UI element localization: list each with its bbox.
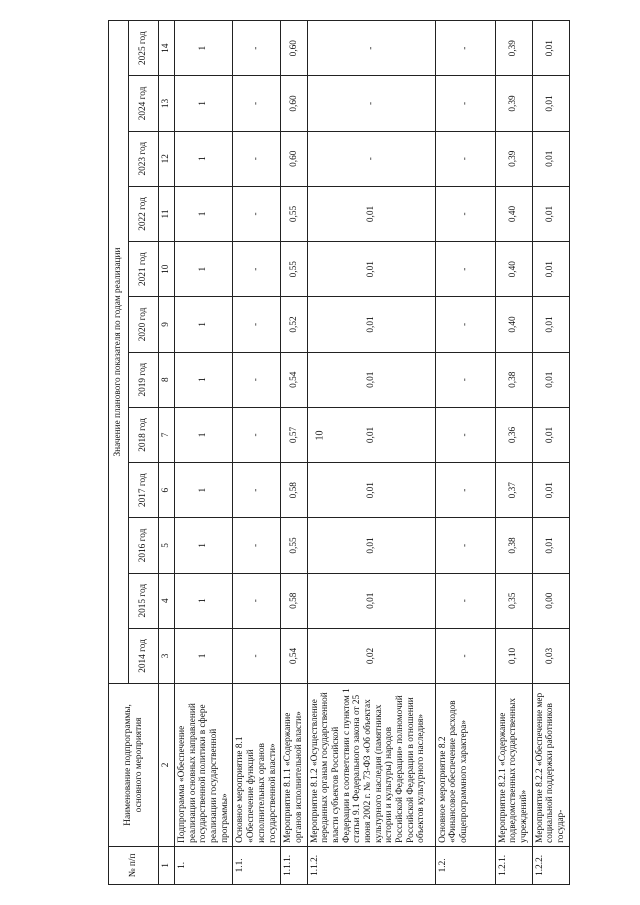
row-value: - [435, 297, 495, 352]
row-value: - [435, 628, 495, 683]
row-value: 1 [175, 21, 233, 76]
header-year: 2014 год [129, 628, 159, 683]
table-body [175, 21, 570, 885]
page-number: 10 [314, 430, 326, 441]
row-value: - [307, 76, 435, 131]
header-year: 2021 год [129, 242, 159, 297]
header-year: 2018 год [129, 407, 159, 462]
row-value: - [435, 463, 495, 518]
header-year: 2020 год [129, 297, 159, 352]
table-row [233, 21, 281, 885]
header-year: 2023 год [129, 131, 159, 186]
row-value: - [435, 518, 495, 573]
header-year: 2022 год [129, 186, 159, 241]
header-column-number: 7 [159, 407, 175, 462]
row-value: - [233, 21, 281, 76]
row-value: 0,01 [532, 76, 569, 131]
row-value: 0,01 [532, 352, 569, 407]
row-number: 1.2.2. [532, 846, 569, 884]
row-value: 0,01 [307, 352, 435, 407]
row-value: 1 [175, 297, 233, 352]
header-column-number: 12 [159, 131, 175, 186]
row-value: 0,55 [281, 186, 307, 241]
row-value: 0,58 [281, 573, 307, 628]
row-number: 1.1. [233, 846, 281, 884]
row-value: 0,01 [307, 518, 435, 573]
header-column-number: 4 [159, 573, 175, 628]
header-year: 2015 год [129, 573, 159, 628]
row-value: 0,01 [307, 463, 435, 518]
header-column-number: 9 [159, 297, 175, 352]
row-value: - [233, 242, 281, 297]
row-value: 1 [175, 628, 233, 683]
row-name: Мероприятие 8.2.2 «Обеспечение мер социальной поддержки работников государ- [532, 684, 569, 847]
header-column-number: 14 [159, 21, 175, 76]
row-value: 0,58 [281, 463, 307, 518]
table-row [175, 21, 233, 885]
row-value: 0,40 [495, 242, 532, 297]
row-value: 1 [175, 407, 233, 462]
row-name: Основное мероприятие 8.2 «Финансовое обеспечение расходов общепрограммного характера» [435, 684, 495, 847]
row-value: 0,60 [281, 76, 307, 131]
header-column-number: 8 [159, 352, 175, 407]
row-value: - [435, 76, 495, 131]
row-value: 0,37 [495, 463, 532, 518]
row-value: 0,01 [532, 21, 569, 76]
row-value: - [233, 573, 281, 628]
row-value: 1 [175, 131, 233, 186]
row-number: 1. [175, 846, 233, 884]
row-value: 1 [175, 186, 233, 241]
row-value: 0,01 [532, 297, 569, 352]
row-value: - [435, 131, 495, 186]
header-year: 2025 год [129, 21, 159, 76]
header-name: Наименование подпрограммы, основного мероприятия [109, 684, 159, 847]
row-value: 1 [175, 242, 233, 297]
row-value: 0,02 [307, 628, 435, 683]
header-year: 2017 год [129, 463, 159, 518]
row-value: 0,01 [307, 242, 435, 297]
row-value: 0,38 [495, 518, 532, 573]
row-value: - [233, 186, 281, 241]
row-value: 0,10 [495, 628, 532, 683]
header-colnum-row [159, 21, 175, 885]
row-value: - [233, 131, 281, 186]
row-value: 0,39 [495, 76, 532, 131]
row-value: - [233, 407, 281, 462]
header-group: Значение планового показателя по годам реализации [109, 21, 129, 684]
row-value: 1 [175, 518, 233, 573]
row-value: - [307, 131, 435, 186]
row-value: 0,52 [281, 297, 307, 352]
row-value: 0,60 [281, 131, 307, 186]
row-value: - [233, 518, 281, 573]
table-row [532, 21, 569, 885]
header-column-number: 6 [159, 463, 175, 518]
row-value: - [233, 76, 281, 131]
row-value: 0,03 [532, 628, 569, 683]
table-row [435, 21, 495, 885]
row-value: 0,39 [495, 131, 532, 186]
row-value: - [233, 463, 281, 518]
row-value: 0,01 [532, 242, 569, 297]
row-value: 0,60 [281, 21, 307, 76]
row-name: Мероприятие 8.2.1 «Содержание подведомственных государственных учреждений» [495, 684, 532, 847]
table-header [109, 21, 175, 885]
row-value: - [233, 352, 281, 407]
row-value: - [435, 352, 495, 407]
row-value: - [307, 21, 435, 76]
header-column-number: 1 [159, 846, 175, 884]
row-value: 0,54 [281, 628, 307, 683]
header-column-number: 13 [159, 76, 175, 131]
row-value: 0,01 [307, 407, 435, 462]
row-value: 0,01 [307, 573, 435, 628]
header-year: 2019 год [129, 352, 159, 407]
row-value: 0,00 [532, 573, 569, 628]
row-value: - [435, 21, 495, 76]
header-column-number: 3 [159, 628, 175, 683]
header-year: 2024 год [129, 76, 159, 131]
indicator-table [108, 20, 570, 885]
row-name: Мероприятие 8.1.1 «Содержание органов исполнительной власти» [281, 684, 307, 847]
row-value: 0,38 [495, 352, 532, 407]
row-value: 0,01 [532, 407, 569, 462]
row-value: 0,57 [281, 407, 307, 462]
header-num: № п/п [109, 846, 159, 884]
row-value: 0,01 [307, 186, 435, 241]
row-number: 1.1.1. [281, 846, 307, 884]
header-year: 2016 год [129, 518, 159, 573]
row-value: 0,55 [281, 518, 307, 573]
header-column-number: 10 [159, 242, 175, 297]
table-row [281, 21, 307, 885]
row-value: 0,39 [495, 21, 532, 76]
header-column-number: 2 [159, 684, 175, 847]
row-value: - [435, 186, 495, 241]
row-value: 0,01 [307, 297, 435, 352]
row-value: 0,35 [495, 573, 532, 628]
row-value: 1 [175, 573, 233, 628]
row-name: Подпрограмма «Обеспечение реализации основных направлений государственной политики в сфере реализации государственной программы» [175, 684, 233, 847]
row-value: 0,54 [281, 352, 307, 407]
row-value: 0,40 [495, 186, 532, 241]
row-value: 0,01 [532, 131, 569, 186]
row-value: 1 [175, 76, 233, 131]
row-value: - [435, 242, 495, 297]
row-value: 0,55 [281, 242, 307, 297]
row-number: 1.1.2. [307, 846, 435, 884]
row-value: - [233, 297, 281, 352]
row-value: - [233, 628, 281, 683]
row-value: 1 [175, 352, 233, 407]
row-name: Мероприятие 8.1.2 «Осуществление переданных органам государственной власти субъектов Российской Федерации в соответствии с пунктом 1 статьи 9.1 Федерального закона от 25 июня 2002 г. № 73-ФЗ «Об объектах культурного наследия (памятниках истории и культуры) народов Российской Федерации» полномочий Российской Федерации в отношении объектов культурного наследия» [307, 684, 435, 847]
row-value: 0,01 [532, 518, 569, 573]
header-column-number: 11 [159, 186, 175, 241]
table-row [495, 21, 532, 885]
row-number: 1.2.1. [495, 846, 532, 884]
row-name: Основное мероприятие 8.1 «Обеспечение функций исполнительных органов государственной власти» [233, 684, 281, 847]
row-value: - [435, 573, 495, 628]
row-number: 1.2. [435, 846, 495, 884]
row-value: 1 [175, 463, 233, 518]
row-value: 0,01 [532, 186, 569, 241]
rotated-table-wrapper [108, 20, 568, 885]
row-value: 0,01 [532, 463, 569, 518]
row-value: - [435, 407, 495, 462]
table-row [307, 21, 435, 885]
header-column-number: 5 [159, 518, 175, 573]
row-value: 0,36 [495, 407, 532, 462]
row-value: 0,40 [495, 297, 532, 352]
